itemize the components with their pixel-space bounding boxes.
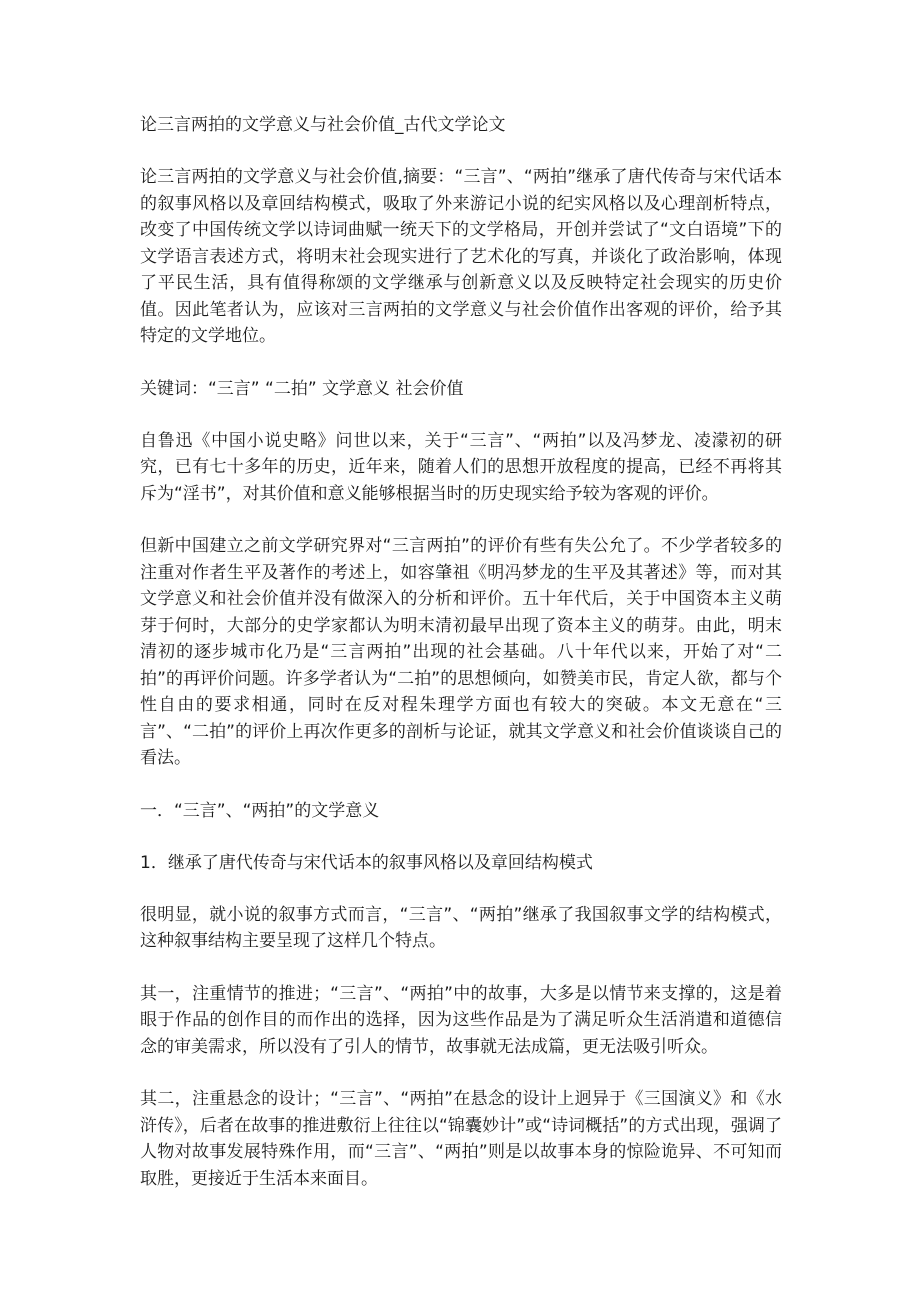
document-title: 论三言两拍的文学意义与社会价值_古代文学论文 xyxy=(140,115,506,135)
document-page xyxy=(140,112,782,1218)
intro-paragraph-1: 自鲁迅《中国小说史略》问世以来，关于“三言”、“两拍”以及冯梦龙、凌濛初的研究，已有七十多年的历史，近年来，随着人们的思想开放程度的提高，已经不再将其斥为“淫书”，对其价值和意义能够根据当时的历史现实给予较为客观的评价。 xyxy=(140,430,782,504)
intro-paragraph-2: 但新中国建立之前文学研究界对“三言两拍”的评价有些有失公允了。不少学者较多的注重对作者生平及著作的考述上，如容肇祖《明冯梦龙的生平及其著述》等，而对其文学意义和社会价值并没有做深入的分析和评价。五十年代后，关于中国资本主义萌芽于何时，大部分的史学家都认为明末清初最早出现了资本主义的萌芽。由此，明末清初的逐步城市化乃是“三言两拍”出现的社会基础。八十年代以来，开始了对“二拍”的再评价问题。许多学者认为“二拍”的思想倾向，如赞美市民，肯定人欲，都与个性自由的要求相通，同时在反对程朱理学方面也有较大的突破。本文无意在“三言”、“二拍”的评价上再次作更多的剖析与论证，就其文学意义和社会价值谈谈自己的看法。 xyxy=(140,536,782,768)
keywords-line: 关键词：“三言” “二拍” 文学意义 社会价值 xyxy=(140,378,464,399)
section-heading-1: 一．“三言”、“两拍”的文学意义 xyxy=(140,800,380,821)
body-paragraph-1: 很明显，就小说的叙事方式而言，“三言”、“两拍”继承了我国叙事文学的结构模式，这种叙事结构主要呈现了这样几个特点。 xyxy=(140,904,782,951)
body-paragraph-2: 其一，注重情节的推进；“三言”、“两拍”中的故事，大多是以情节来支撑的，这是着眼于作品的创作目的而作出的选择，因为这些作品是为了满足听众生活消遣和道德信念的审美需求，所以没有了引人的情节，故事就无法成篇，更无法吸引听众。 xyxy=(140,983,782,1057)
body-paragraph-3: 其二，注重悬念的设计；“三言”、“两拍”在悬念的设计上迥异于《三国演义》和《水浒传》，后者在故事的推进敷衍上往往以“锦囊妙计”或“诗词概括”的方式出现，强调了人物对故事发展特殊作用，而“三言”、“两拍”则是以故事本身的惊险诡异、不可知而取胜，更接近于生活本来面目。 xyxy=(140,1089,782,1189)
abstract-paragraph: 论三言两拍的文学意义与社会价值,摘要：“三言”、“两拍”继承了唐代传奇与宋代话本的叙事风格以及章回结构模式，吸取了外来游记小说的纪实风格以及心理剖析特点，改变了中国传统文学以诗词曲赋一统天下的文学格局，开创并尝试了“文白语境”下的文学语言表述方式，将明末社会现实进行了艺术化的写真，并谈化了政治影响，体现了平民生活，具有值得称颂的文学继承与创新意义以及反映特定社会现实的历史价值。因此笔者认为，应该对三言两拍的文学意义与社会价值作出客观的评价，给予其特定的文学地位。 xyxy=(140,167,782,346)
subsection-heading-1: 1．继承了唐代传奇与宋代话本的叙事风格以及章回结构模式 xyxy=(140,852,593,873)
